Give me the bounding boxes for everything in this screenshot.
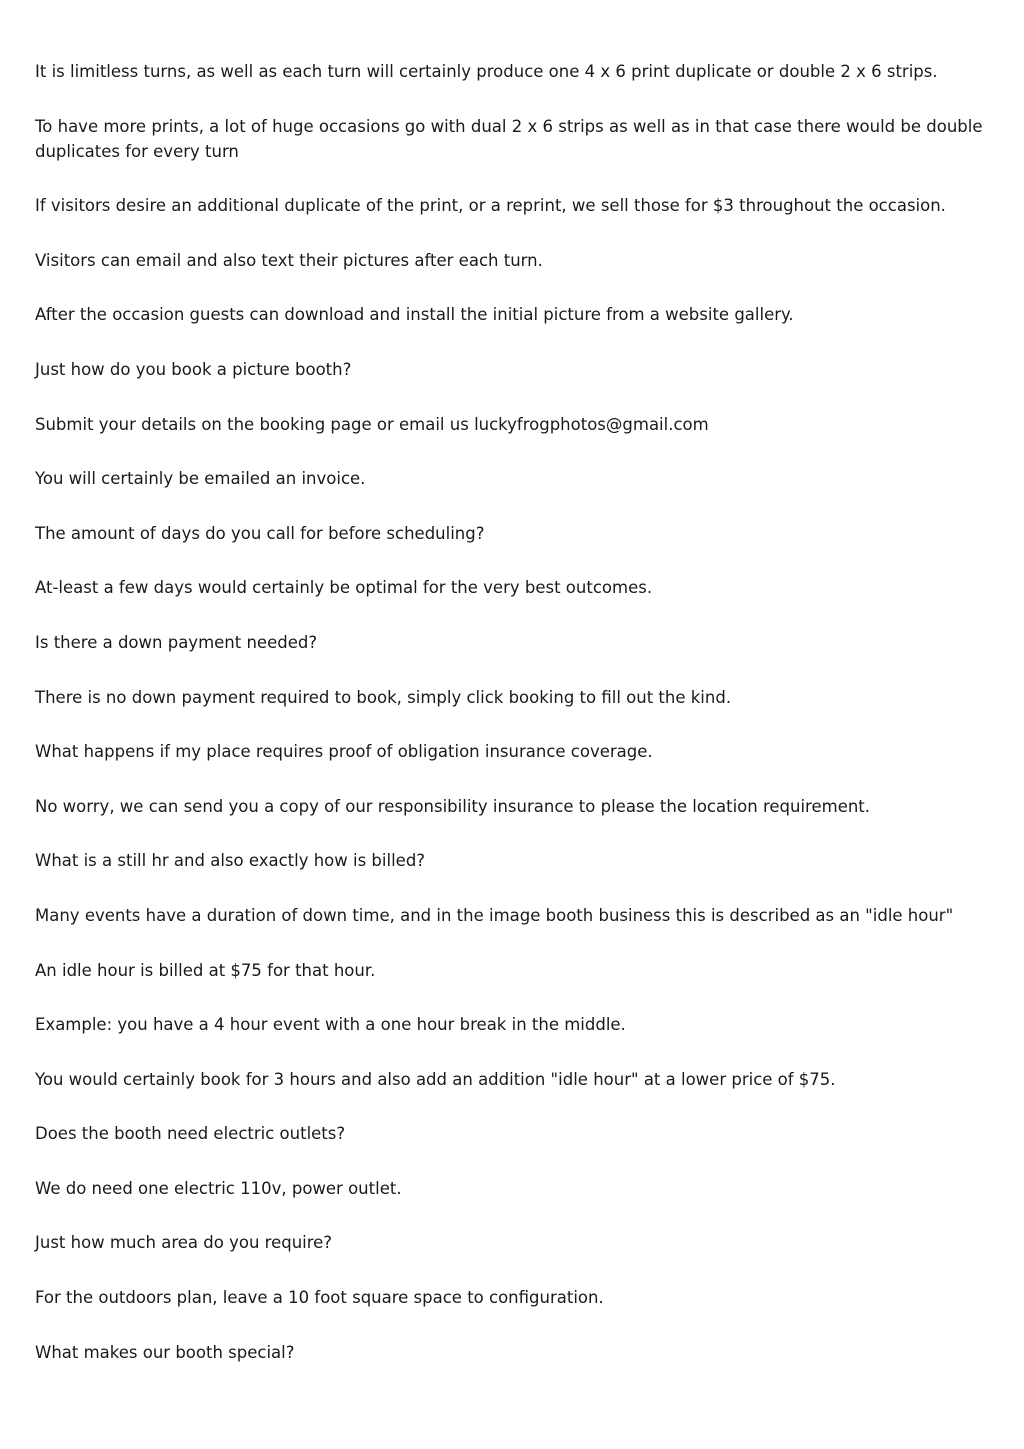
paragraph-few-days: At-least a few days would certainly be optimal for the very best outcomes. (35, 578, 653, 598)
paragraph-email-text: Visitors can email and also text their pictures after each turn. (35, 250, 543, 270)
question-booth-special: What makes our booth special? (35, 1342, 295, 1362)
question-area-required: Just how much area do you require? (35, 1233, 333, 1253)
paragraph-insurance-answer: No worry, we can send you a copy of our responsibility insurance to please the location requirement. (35, 796, 871, 816)
question-days-before: The amount of days do you call for before scheduling? (35, 523, 485, 543)
question-how-to-book: Just how do you book a picture booth? (35, 359, 352, 379)
question-insurance: What happens if my place requires proof of obligation insurance coverage. (35, 742, 653, 762)
document-body (35, 59, 995, 1394)
paragraph-reprint-price: If visitors desire an additional duplicate of the print, or a reprint, we sell those for $3 throughout the occasion. (35, 196, 946, 216)
paragraph-no-down-payment: There is no down payment required to book, simply click booking to fill out the kind. (35, 687, 732, 707)
paragraph-idle-hour-price: An idle hour is billed at $75 for that hour. (35, 960, 376, 980)
paragraph-power-outlet: We do need one electric 110v, power outlet. (35, 1178, 402, 1198)
paragraph-booking-details: Submit your details on the booking page or email us luckyfrogphotos@gmail.com (35, 414, 709, 434)
paragraph-example-booking: You would certainly book for 3 hours and also add an addition "idle hour" at a lower price of $75. (35, 1069, 836, 1089)
question-electric-outlets: Does the booth need electric outlets? (35, 1124, 346, 1144)
paragraph-outdoor-space: For the outdoors plan, leave a 10 foot square space to configuration. (35, 1288, 604, 1308)
paragraph-limitless-turns: It is limitless turns, as well as each turn will certainly produce one 4 x 6 print duplicate or double 2 x 6 strips. (35, 62, 938, 81)
question-down-payment: Is there a down payment needed? (35, 632, 318, 652)
paragraph-example-event: Example: you have a 4 hour event with a one hour break in the middle. (35, 1015, 626, 1035)
question-idle-hour: What is a still hr and also exactly how is billed? (35, 851, 426, 871)
paragraph-more-prints: To have more prints, a lot of huge occasions go with dual 2 x 6 strips as well as in that case there would be double duplicates for every turn (35, 116, 983, 161)
paragraph-idle-hour-description: Many events have a duration of down time, and in the image booth business this is described as an "idle hour" (35, 905, 954, 925)
paragraph-website-gallery: After the occasion guests can download and install the initial picture from a website gallery. (35, 305, 794, 325)
paragraph-invoice: You will certainly be emailed an invoice. (35, 469, 366, 489)
